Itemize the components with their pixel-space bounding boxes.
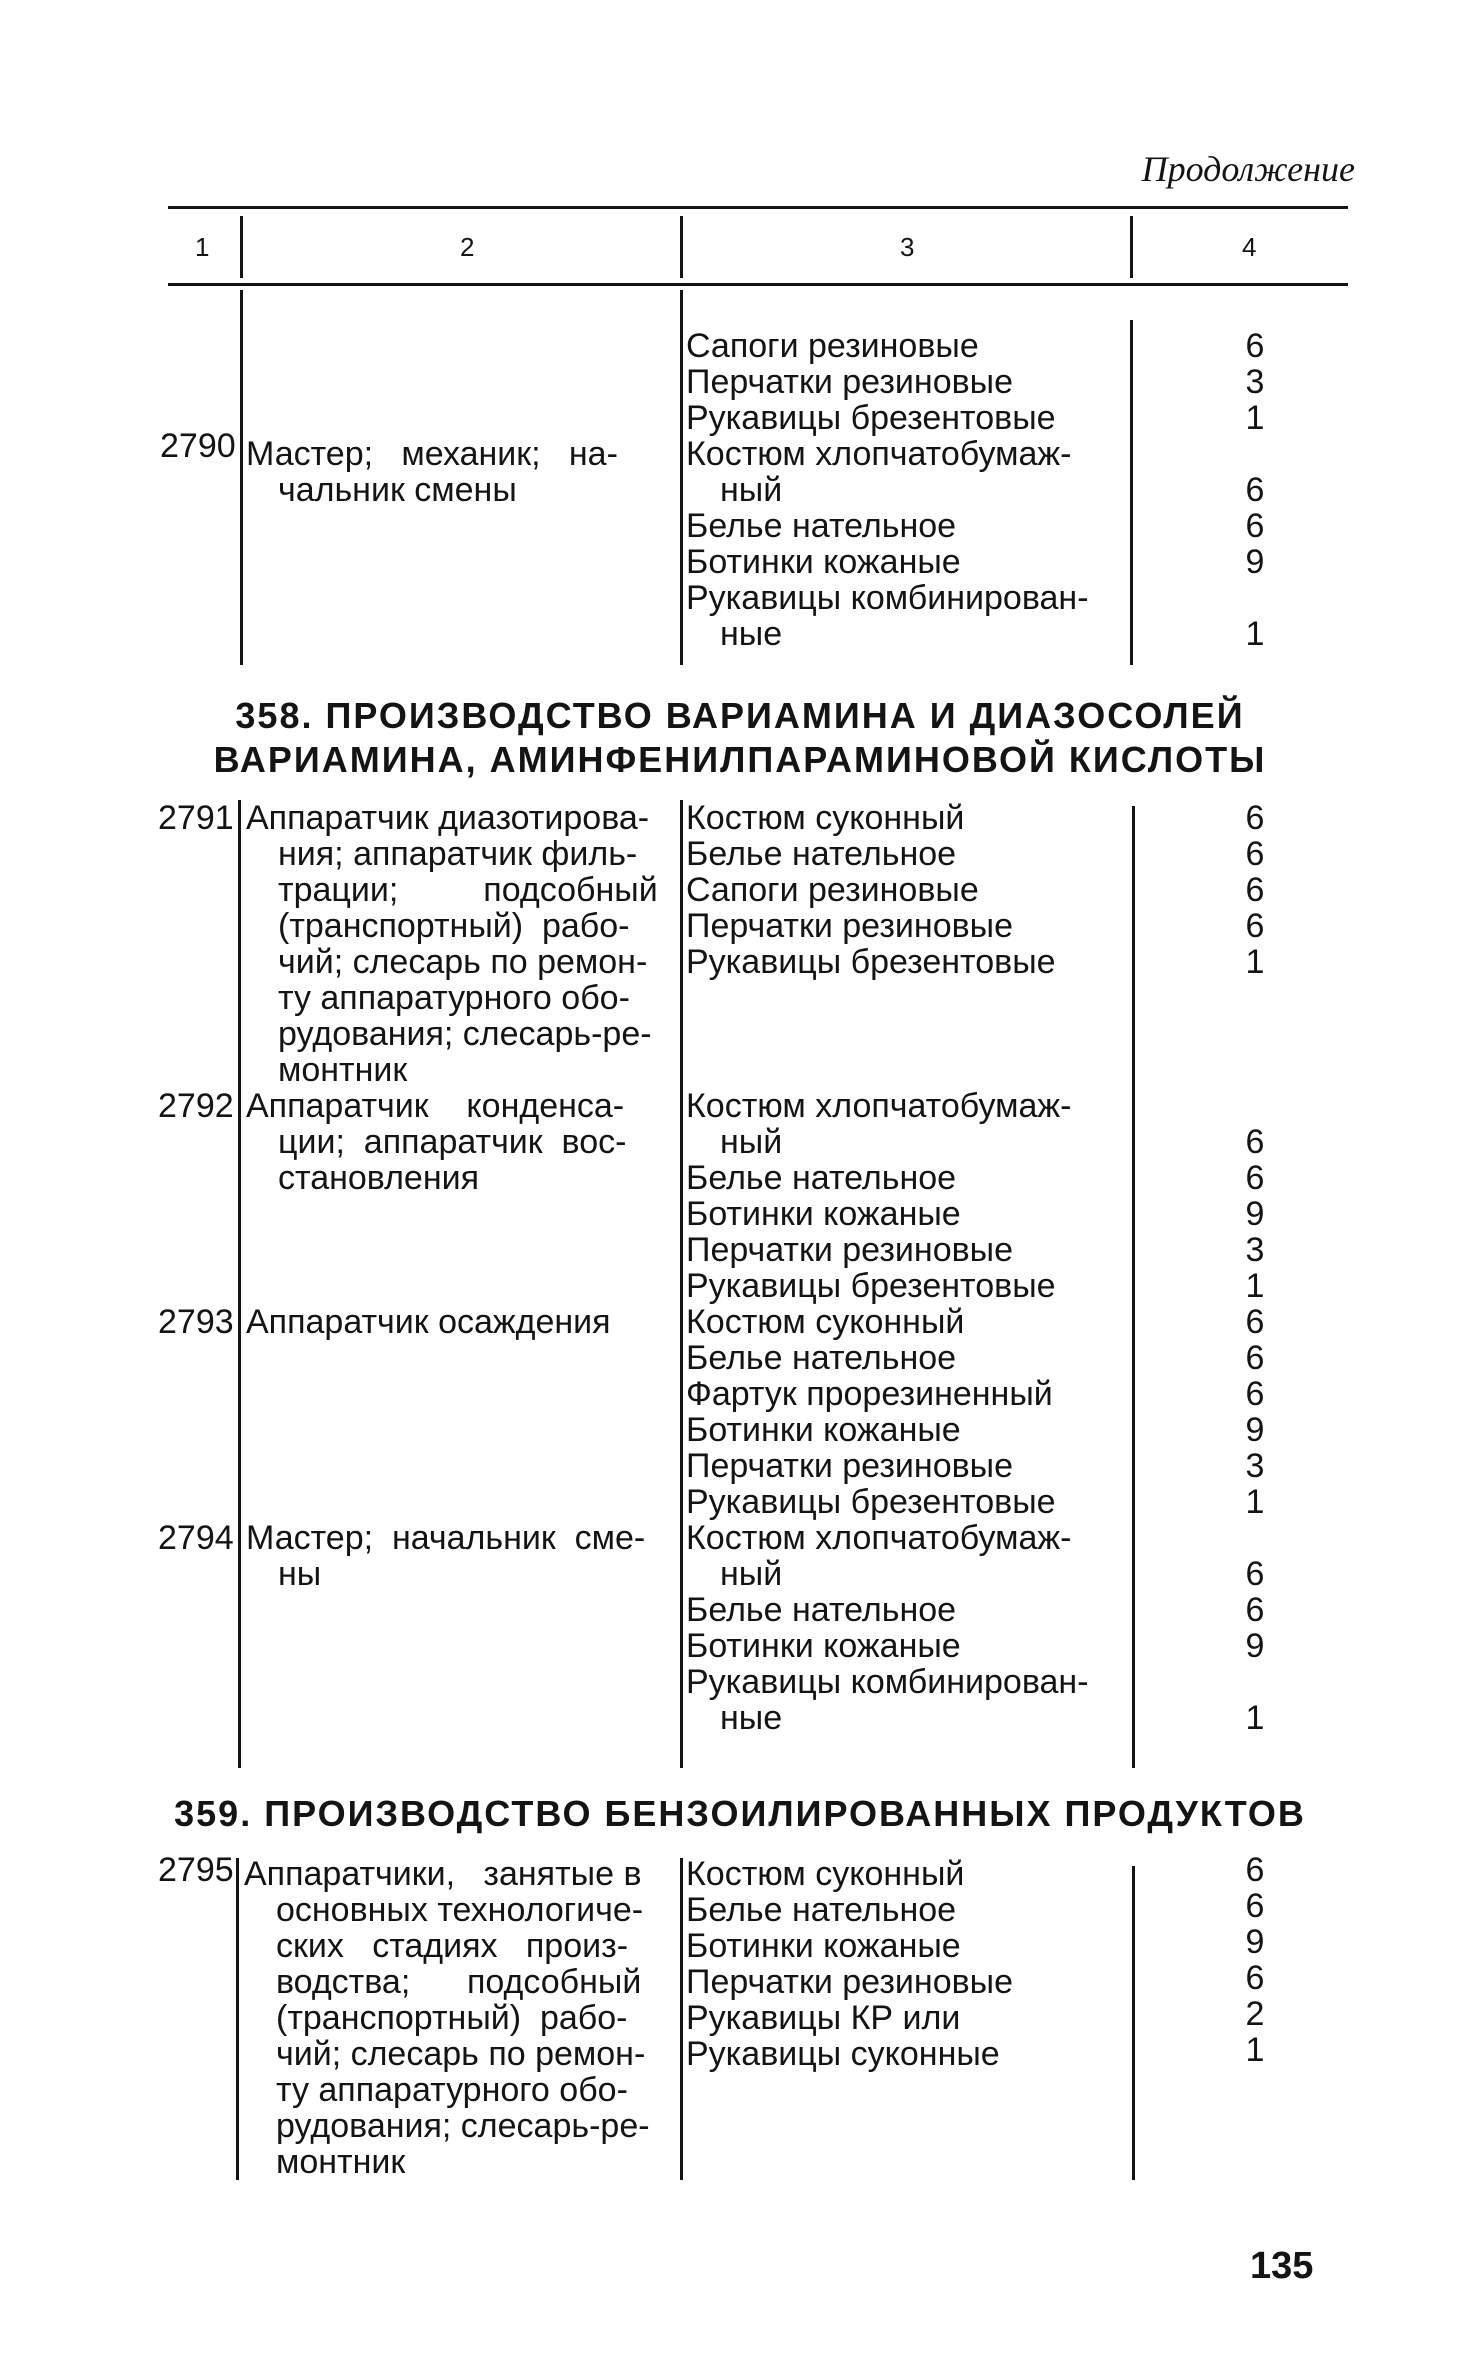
item: Ботинки кожаные: [686, 1411, 961, 1449]
quantity: 1: [1245, 2031, 1265, 2069]
position-line: ния; аппаратчик филь-: [278, 835, 638, 873]
position-line: ту аппаратурного обо-: [276, 2071, 628, 2109]
quantity: 6: [1245, 327, 1265, 365]
section358-divider-2: [680, 800, 683, 1768]
section-358-title: [150, 694, 1330, 782]
quantity: 6: [1245, 871, 1265, 909]
quantity: 6: [1245, 1555, 1265, 1593]
item: Белье нательное: [686, 507, 957, 545]
item: ный: [720, 471, 783, 509]
column-number-4: 4: [1242, 232, 1257, 262]
quantity: 6: [1245, 1591, 1265, 1629]
quantity: 6: [1245, 835, 1265, 873]
position-line: Мастер; механик; на-: [246, 435, 618, 473]
position-line: Аппаратчик конденса-: [246, 1087, 625, 1125]
row-number: 2790: [160, 427, 236, 465]
quantity: 6: [1245, 799, 1265, 837]
position-line: Аппаратчик диазотирова-: [246, 799, 650, 837]
section359-divider-2: [680, 1858, 683, 2180]
item: Перчатки резиновые: [686, 1231, 1014, 1269]
position-line: чий; слесарь по ремон-: [276, 2035, 646, 2073]
position-line: Мастер; начальник сме-: [246, 1519, 646, 1557]
item: Костюм суконный: [686, 1855, 965, 1893]
item: Перчатки резиновые: [686, 1447, 1014, 1485]
row-number: 2792: [158, 1087, 234, 1125]
header-divider-1: [240, 216, 243, 278]
item: ные: [720, 1699, 783, 1737]
header-top-rule: [168, 206, 1348, 209]
item: Рукавицы брезентовые: [686, 1483, 1056, 1521]
row-number: 2793: [158, 1303, 234, 1341]
quantity: 9: [1245, 543, 1265, 581]
position-line: основных технологиче-: [276, 1891, 644, 1929]
quantity: 1: [1245, 399, 1265, 437]
quantity: 6: [1245, 507, 1265, 545]
continuation-caption: Продолжение: [1141, 149, 1355, 189]
quantity: 1: [1245, 1267, 1265, 1305]
quantity: 6: [1245, 1887, 1265, 1925]
row-number: 2794: [158, 1519, 234, 1557]
item: ный: [720, 1123, 783, 1161]
position-line: (транспортный) рабо-: [278, 907, 630, 945]
quantity: 6: [1245, 907, 1265, 945]
section-358-title-line1: 358. ПРОИЗВОДСТВО ВАРИАМИНА И ДИАЗОСОЛЕЙ: [235, 695, 1245, 736]
quantity: 9: [1245, 1411, 1265, 1449]
section359-divider-1: [236, 1858, 239, 2180]
item: Рукавицы комбинирован-: [686, 579, 1089, 617]
item: Сапоги резиновые: [686, 871, 979, 909]
row-number: 2795: [158, 1851, 234, 1889]
position-line: ны: [278, 1555, 322, 1593]
quantity: 6: [1245, 1123, 1265, 1161]
block0-divider-1: [240, 290, 243, 665]
position-line: рудования; слесарь-ре-: [276, 2107, 650, 2145]
position-line: водства; подсобный: [276, 1963, 642, 2001]
quantity: 3: [1245, 1447, 1265, 1485]
position-line: монтник: [278, 1051, 408, 1089]
quantity: 9: [1245, 1195, 1265, 1233]
position-line: рудования; слесарь-ре-: [278, 1015, 652, 1053]
position-line: ции; аппаратчик вос-: [278, 1123, 627, 1161]
position-line: ских стадиях произ-: [276, 1927, 629, 1965]
item: Рукавицы суконные: [686, 2035, 1000, 2073]
header-bottom-rule: [168, 283, 1348, 286]
quantity: 3: [1245, 363, 1265, 401]
item: Белье нательное: [686, 1591, 957, 1629]
section-359-title: 359. ПРОИЗВОДСТВО БЕНЗОИЛИРОВАННЫХ ПРОДУКТОВ: [174, 1793, 1306, 1834]
quantity: 9: [1245, 1627, 1265, 1665]
item: Рукавицы брезентовые: [686, 1267, 1056, 1305]
item: Белье нательное: [686, 1159, 957, 1197]
header-divider-3: [1130, 216, 1133, 278]
quantity: 1: [1245, 1483, 1265, 1521]
position-line: Аппаратчик осаждения: [246, 1303, 611, 1341]
item: Костюм хлопчатобумаж-: [686, 1087, 1072, 1125]
item: Перчатки резиновые: [686, 907, 1014, 945]
quantity: 6: [1245, 1851, 1265, 1889]
quantity: 1: [1245, 615, 1265, 653]
quantity: 6: [1245, 1303, 1265, 1341]
position-line: чий; слесарь по ремон-: [278, 943, 648, 981]
item: Костюм суконный: [686, 799, 965, 837]
row-number: 2791: [158, 799, 234, 837]
block0-divider-3: [1130, 320, 1133, 665]
section358-divider-1: [238, 800, 241, 1768]
column-number-2: 2: [460, 232, 475, 262]
quantity: 6: [1245, 1375, 1265, 1413]
item: Белье нательное: [686, 835, 957, 873]
column-number-3: 3: [900, 232, 915, 262]
item: Перчатки резиновые: [686, 363, 1014, 401]
item: ные: [720, 615, 783, 653]
item: Перчатки резиновые: [686, 1963, 1014, 2001]
item: Костюм хлопчатобумаж-: [686, 435, 1072, 473]
item: Рукавицы брезентовые: [686, 943, 1056, 981]
item: Ботинки кожаные: [686, 1195, 961, 1233]
quantity: 1: [1245, 943, 1265, 981]
item: Фартук прорезиненный: [686, 1375, 1053, 1413]
item: Рукавицы брезентовые: [686, 399, 1056, 437]
position-line: Аппаратчики, занятые в: [244, 1855, 642, 1893]
quantity: 3: [1245, 1231, 1265, 1269]
block0-divider-2: [680, 290, 683, 665]
position-line: трации; подсобный: [278, 871, 658, 909]
quantity: 6: [1245, 1959, 1265, 1997]
item: Костюм суконный: [686, 1303, 965, 1341]
item: Ботинки кожаные: [686, 1927, 961, 1965]
page-number: 135: [1250, 2245, 1314, 2287]
item: Ботинки кожаные: [686, 1627, 961, 1665]
position-line: становления: [278, 1159, 479, 1197]
item: Костюм хлопчатобумаж-: [686, 1519, 1072, 1557]
header-divider-2: [680, 216, 683, 278]
column-number-1: 1: [195, 232, 210, 262]
quantity: 6: [1245, 1339, 1265, 1377]
position-line: чальник смены: [278, 471, 517, 509]
position-line: ту аппаратурного обо-: [278, 979, 630, 1017]
item: Белье нательное: [686, 1339, 957, 1377]
quantity: 1: [1245, 1699, 1265, 1737]
item: Белье нательное: [686, 1891, 957, 1929]
position-line: монтник: [276, 2143, 406, 2181]
item: Рукавицы КР или: [686, 1999, 961, 2037]
section359-divider-3: [1132, 1866, 1135, 2180]
item: Ботинки кожаные: [686, 543, 961, 581]
section-358-title-line2: ВАРИАМИНА, АМИНФЕНИЛПАРАМИНОВОЙ КИСЛОТЫ: [213, 739, 1267, 780]
section358-divider-3: [1132, 806, 1135, 1768]
quantity: 6: [1245, 471, 1265, 509]
position-line: (транспортный) рабо-: [276, 1999, 628, 2037]
quantity: 6: [1245, 1159, 1265, 1197]
item: Рукавицы комбинирован-: [686, 1663, 1089, 1701]
quantity: 2: [1245, 1995, 1265, 2033]
item: ный: [720, 1555, 783, 1593]
item: Сапоги резиновые: [686, 327, 979, 365]
quantity: 9: [1245, 1923, 1265, 1961]
